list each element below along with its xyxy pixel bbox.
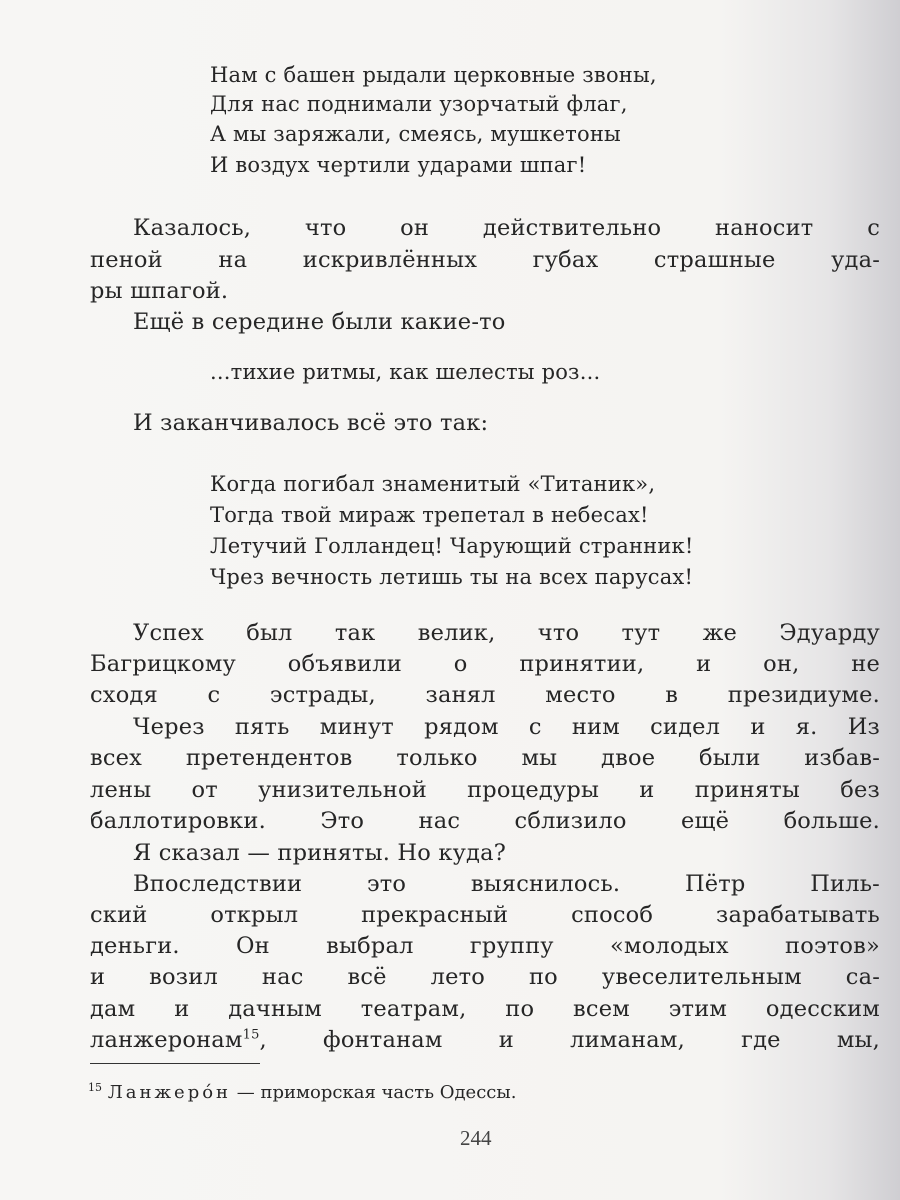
verse-line: А мы заряжали, смеясь, мушкетоны xyxy=(210,122,621,146)
text-line xyxy=(90,1025,880,1055)
text-line: лены от унизительной процедуры и приняты без xyxy=(90,777,880,803)
text-line: деньги. Он выбрал группу «молодых поэтов» xyxy=(90,933,880,959)
text-line: всех претендентов только мы двое были избав- xyxy=(90,745,880,771)
text-line: дам и дачным театрам, по всем этим одесским xyxy=(90,996,880,1022)
footnote-divider xyxy=(90,1063,260,1064)
text-line: И заканчивалось всё это так: xyxy=(133,410,489,436)
verse-line: Нам с башен рыдали церковные звоны, xyxy=(210,63,657,87)
footnote xyxy=(88,1080,516,1106)
footnote-ref[interactable]: 15 xyxy=(242,1027,260,1043)
text-line: Я сказал — приняты. Но куда? xyxy=(133,840,506,866)
text-line: баллотировки. Это нас сблизило ещё больше. xyxy=(90,808,880,834)
text-fragment: ланжеронам xyxy=(90,1027,243,1053)
page-number: 244 xyxy=(460,1126,492,1150)
text-line: Казалось, что он действительно наносит с xyxy=(133,215,880,241)
verse-line: ...тихие ритмы, как шелесты роз... xyxy=(210,360,601,384)
verse-line: Чрез вечность летишь ты на всех парусах! xyxy=(210,565,694,589)
text-line: Успех был так велик, что тут же Эдуарду xyxy=(133,620,880,646)
text-line: ский открыл прекрасный способ зарабатывать xyxy=(90,902,880,928)
footnote-text: — приморская часть Одессы. xyxy=(231,1082,517,1103)
text-line: Багрицкому объявили о принятии, и он, не xyxy=(90,651,880,677)
text-line: сходя с эстрады, занял место в президиуме. xyxy=(90,682,880,708)
text-line: Впоследствии это выяснилось. Пётр Пиль- xyxy=(133,871,880,897)
verse-line: Для нас поднимали узорчатый флаг, xyxy=(210,92,628,116)
verse-line: Тогда твой мираж трепетал в небесах! xyxy=(210,503,649,527)
text-fragment: , фонтанам и лиманам, где мы, xyxy=(259,1027,880,1053)
verse-line: И воздух чертили ударами шпаг! xyxy=(210,153,587,177)
text-line: и возил нас всё лето по увеселительным са- xyxy=(90,964,880,990)
text-line: Через пять минут рядом с ним сидел и я. Из xyxy=(133,714,880,740)
text-line: Ещё в середине были какие-то xyxy=(133,309,506,335)
verse-line: Когда погибал знаменитый «Титаник», xyxy=(210,472,656,496)
text-line: пеной на искривлённых губах страшные уда- xyxy=(90,247,880,273)
verse-line: Летучий Голландец! Чарующий странник! xyxy=(210,534,694,558)
footnote-term: Ланжеро́н xyxy=(107,1082,232,1103)
footnote-number: 15 xyxy=(88,1081,102,1094)
text-line: ры шпагой. xyxy=(90,278,229,304)
